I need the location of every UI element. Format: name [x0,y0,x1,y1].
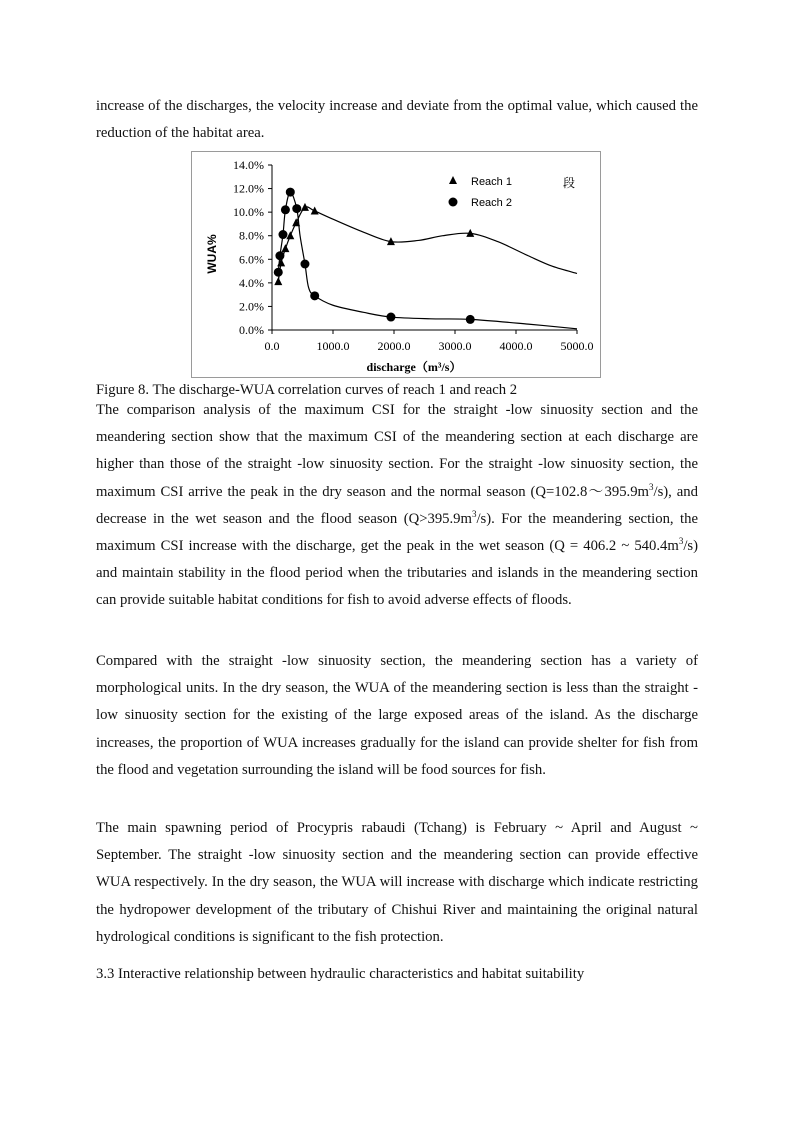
data-point-reach-2 [278,230,287,239]
legend-triangle-marker [449,176,457,184]
paragraph-morphological-units: Compared with the straight -low sinuosity section, the meandering section has a variety of morphological units. In the dry season, the WUA of the meandering section is less than the straight -low sinuosity section for the existing of the large exposed areas of the island. As the discharge increases, the proportion of WUA increases gradually for the island can provide shelter for fish from the flood and vegetation surrounding the island will be food sources for fish. [96,653,698,778]
stray-glyph: 段 [563,176,576,190]
data-point-reach-2 [286,188,295,197]
data-point-reach-2 [274,268,283,277]
x-tick-label: 0.0 [264,339,280,353]
para1-sup-a: 3 [648,481,654,492]
series-line-reach-1 [278,207,577,282]
legend-label-reach-1: Reach 1 [471,176,512,188]
wua-discharge-chart [192,152,600,377]
para1-text-a: The comparison analysis of the maximum CSI for the straight -low sinuosity section and the meandering section show that the maximum CSI of the meandering section at each discharge are higher than those of the straight -low sinuosity section. For the straight -low sinuosity section, the maximum CSI arrive the peak in the dry season and the normal season (Q=102.8～395.9m [96,402,698,500]
data-point-reach-2 [300,260,309,269]
figure-frame [191,151,601,378]
legend-circle-marker [449,198,458,207]
data-point-reach-2 [292,204,301,213]
chart-legend [449,176,576,209]
para1-text-c: /s). For the meandering section, the maximum CSI increase with the discharge, get the peak in the wet season (Q = 406.2 ~ 540.4m [96,510,698,555]
x-tick-label: 5000.0 [560,339,594,353]
x-tick-label: 1000.0 [316,339,350,353]
series-line-reach-2 [278,192,577,329]
paragraph-csi-comparison [96,397,698,615]
paragraph-spawning-period: The main spawning period of Procypris rabaudi (Tchang) is February ~ April and August ~ September. The straight -low sinuosity section and the meandering section can provide effective WUA respectively. In the dry season, the WUA will increase with discharge which indicate restricting the hydropower development of the tributary of Chishui River and maintaining the original natural hydrological conditions is significant to the fish protection. [96,820,698,945]
data-point-reach-1 [281,244,289,252]
data-point-reach-2 [281,205,290,214]
figure-caption: Figure 8. The discharge-WUA correlation curves of reach 1 and reach 2 [96,382,518,398]
y-tick-label: 0.0% [239,323,264,337]
y-tick-label: 14.0% [233,158,264,172]
para1-text-b: /s), and decrease in the wet season and the flood season (Q>395.9m [96,483,698,527]
x-tick-label: 4000.0 [499,339,533,353]
section-heading: 3.3 Interactive relationship between hydraulic characteristics and habitat suitability [96,966,585,982]
legend-label-reach-2: Reach 2 [471,197,512,209]
data-point-reach-2 [466,315,475,324]
paragraph-top: increase of the discharges, the velocity increase and deviate from the optimal value, which caused the reduction of the habitat area. [96,98,698,142]
y-tick-label: 8.0% [239,228,264,243]
x-tick-label: 3000.0 [438,339,472,353]
data-point-reach-2 [275,251,284,260]
para1-sup-b: 3 [471,508,477,519]
data-point-reach-1 [286,231,294,239]
y-tick-label: 2.0% [239,299,264,314]
y-axis-label: WUA% [205,234,219,274]
y-tick-label: 10.0% [233,205,264,220]
y-tick-label: 6.0% [239,252,264,267]
y-tick-label: 12.0% [233,181,264,196]
para1-text-d: /s) and maintain stability in the flood period when the tributaries and islands in the meandering section can provide suitable habitat conditions for fish to avoid adverse effects of floods. [96,538,698,609]
y-tick-label: 4.0% [239,275,264,290]
data-point-reach-1 [311,206,319,214]
data-point-reach-2 [386,313,395,322]
para1-sup-c: 3 [678,536,684,547]
x-axis-label: discharge（m³/s） [366,360,462,374]
data-point-reach-2 [310,291,319,300]
data-point-reach-1 [274,277,282,285]
x-tick-label: 2000.0 [377,339,411,353]
